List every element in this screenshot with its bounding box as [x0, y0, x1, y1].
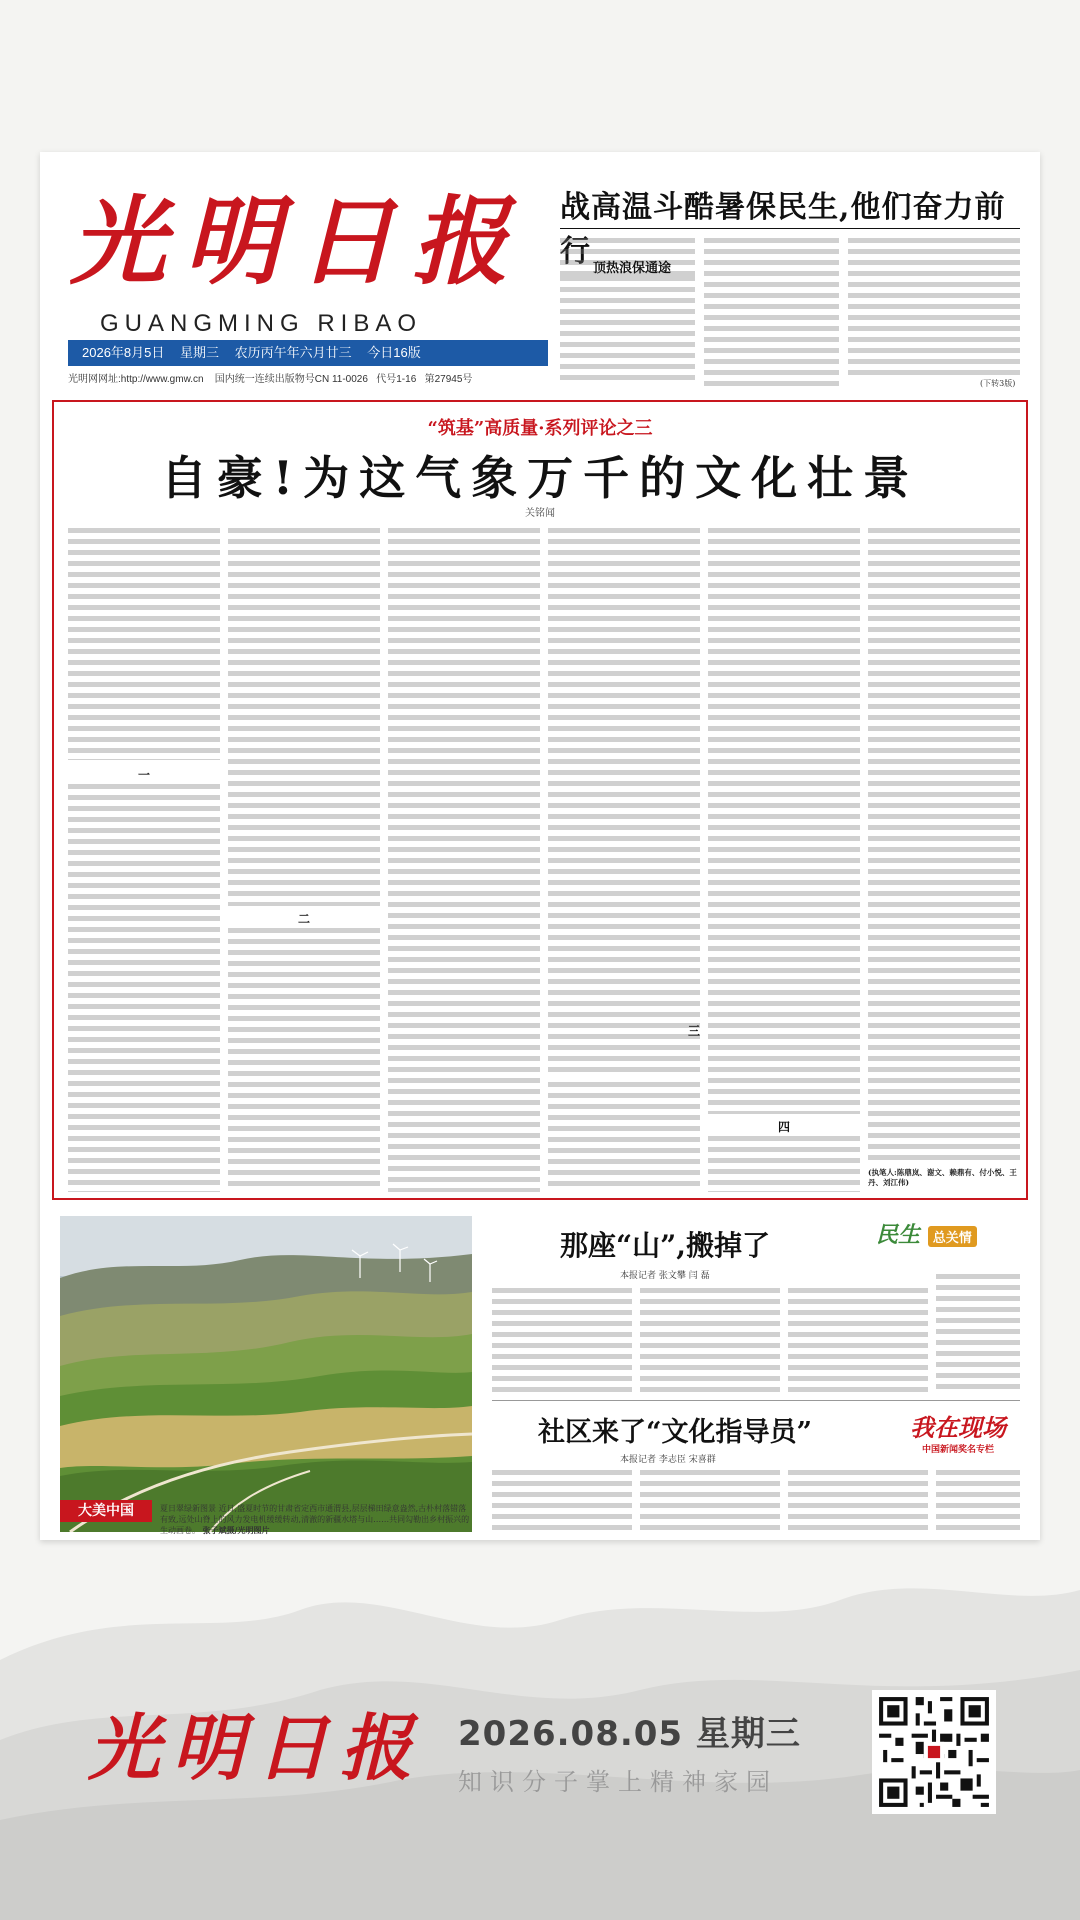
- newspaper-page: [40, 152, 1040, 1540]
- badge-zaixian-sub: 中国新闻奖名专栏: [921, 1445, 994, 1455]
- essay-series-label: “筑基”高质量·系列评论之三: [427, 418, 653, 439]
- photo-caption-text: 夏日翠绿新图景 近日,盛夏时节的甘肃省定西市通渭县,层层梯田绿意盎然,古朴村落错落有致,远处山脊上的风力发电机缓缓转动,清澈的新疆水塔与山……共同勾勒出乡村振兴的生动画卷。: [160, 1504, 470, 1535]
- footer-logo: 光明日报: [88, 1705, 425, 1790]
- badge-minsheng-sub: 总关情: [928, 1226, 977, 1247]
- lead-text-col1b: [560, 276, 695, 386]
- publication-info: [68, 370, 472, 385]
- masthead-pinyin: GUANGMING RIBAO: [100, 310, 423, 337]
- story1-text-col4: [936, 1274, 1020, 1392]
- story1-headline[interactable]: 那座“山”,搬掉了: [560, 1229, 770, 1262]
- zaixian-column-badge: [896, 1414, 1020, 1460]
- lead-jump: (下转3版): [980, 379, 1016, 388]
- issn: 国内统一连续出版物号CN 11-0026: [214, 374, 368, 385]
- date-bar: [68, 340, 548, 366]
- issue-number: 第27945号: [424, 374, 473, 385]
- lead-divider: [560, 228, 1020, 229]
- lead-text-col2: [704, 238, 839, 386]
- lead-headline[interactable]: 战高温斗酷暑保民生,他们奋力前行: [560, 190, 1006, 269]
- footer-slogan: 知识分子掌上精神家园: [458, 1768, 778, 1796]
- essay-col4-top: [548, 528, 700, 1076]
- story1-byline: 本报记者 张文攀 闫 磊: [620, 1271, 710, 1281]
- essay-col2-top: [228, 528, 380, 906]
- essay-section-4: 四: [777, 1120, 790, 1134]
- story2-text-col4: [936, 1470, 1020, 1530]
- essay-col3: [388, 528, 540, 1192]
- story2-text-col2: [640, 1470, 780, 1530]
- essay-section-1: 一: [137, 768, 150, 782]
- essay-col1-bottom: [68, 784, 220, 1192]
- issue-lunar-date: 农历丙午年六月廿三: [234, 345, 352, 360]
- lead-text-col3: [848, 238, 1020, 378]
- photo-credit: 张子斌摄/光明图片: [202, 1525, 270, 1535]
- story2-byline: 本报记者 李志臣 宋喜群: [620, 1455, 716, 1465]
- story1-text-col1: [492, 1288, 632, 1392]
- badge-zaixian-text: 我在现场: [910, 1413, 1006, 1442]
- essay-col1-top: [68, 528, 220, 760]
- qr-code-icon[interactable]: [872, 1690, 996, 1814]
- essay-editors: (执笔人:陈鼎岚、谢文、赖鼎有、付小悦、王丹、刘江伟): [868, 1168, 1017, 1187]
- lead-subhead: 顶热浪保通途: [593, 261, 672, 276]
- essay-section-2: 二: [297, 912, 310, 926]
- terraced-fields-photo[interactable]: [60, 1216, 472, 1532]
- essay-headline[interactable]: 自豪!为这气象万千的文化壮景: [160, 451, 920, 505]
- essay-col2-bottom: [228, 928, 380, 1192]
- story-divider: [492, 1400, 1020, 1401]
- issue-page-count: 今日16版: [367, 345, 421, 360]
- issue-date: 2026年8月5日: [82, 345, 165, 360]
- masthead-logo: 光明日报: [70, 185, 526, 298]
- story1-text-col3: [788, 1288, 928, 1392]
- essay-col5-bottom: [708, 1136, 860, 1192]
- essay-section-3: 三: [687, 1024, 700, 1038]
- issue-weekday: 星期三: [180, 345, 220, 360]
- minsheng-column-badge: [876, 1218, 1016, 1266]
- photo-caption: [160, 1503, 470, 1536]
- postal-code: 代号1-16: [376, 374, 417, 385]
- story2-headline[interactable]: 社区来了“文化指导员”: [538, 1417, 813, 1448]
- story2-text-col3: [788, 1470, 928, 1530]
- story2-text-col1: [492, 1470, 632, 1530]
- story1-text-col2: [640, 1288, 780, 1392]
- essay-author: 关铭闻: [525, 508, 555, 519]
- essay-col4-bottom: [548, 1082, 700, 1192]
- photo-section-tag: 大美中国: [60, 1500, 152, 1522]
- footer-date: 2026.08.05 星期三: [458, 1714, 801, 1754]
- badge-minsheng-text: 民生: [876, 1222, 921, 1248]
- essay-col6: [868, 528, 1020, 1164]
- website[interactable]: 光明网网址:http://www.gmw.cn: [68, 374, 204, 385]
- essay-col5-top: [708, 528, 860, 1114]
